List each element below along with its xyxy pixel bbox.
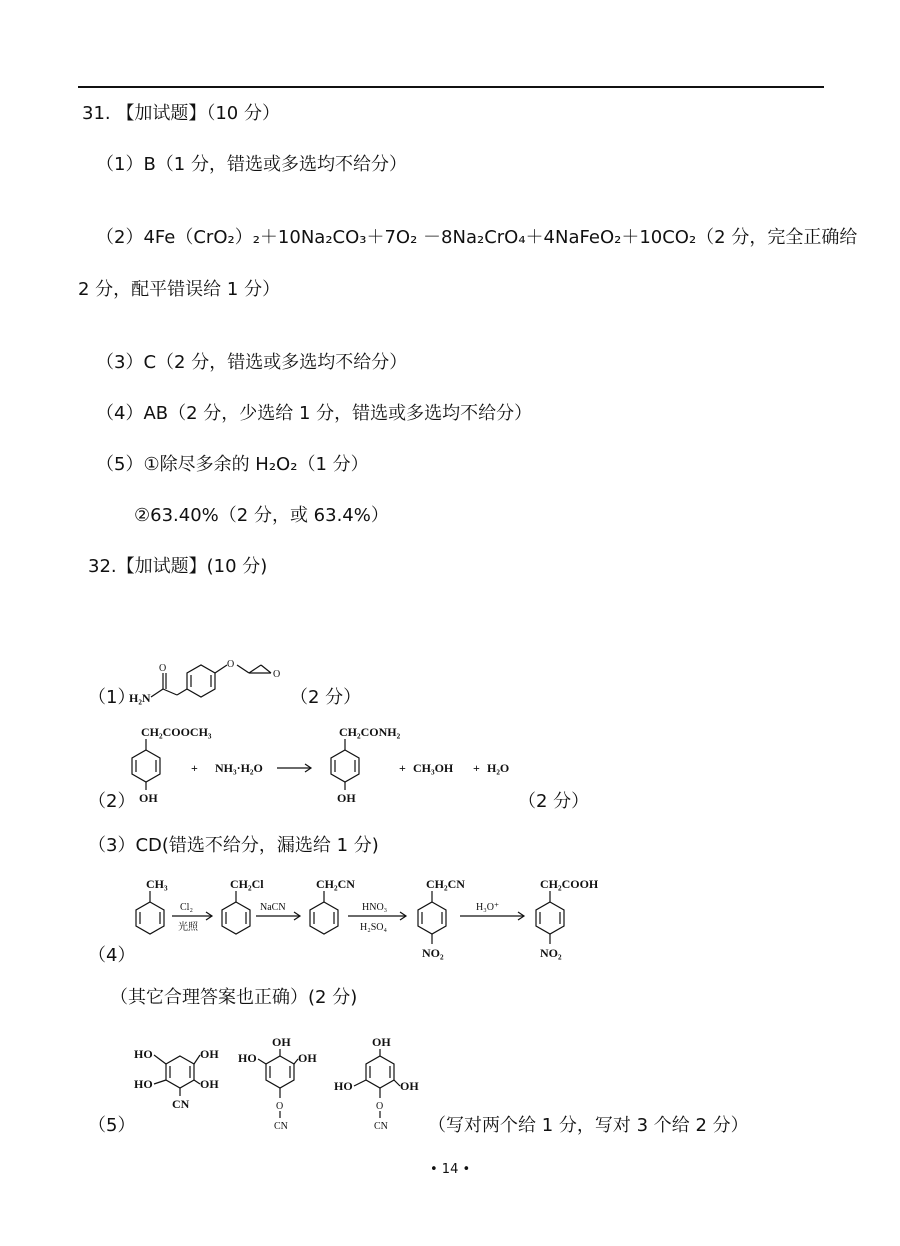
nitro-group-1: NO₂ xyxy=(422,946,444,960)
isomer-a-ho-top-left: HO xyxy=(134,1047,153,1061)
reactant-top-group: CH₂COOCH₃ xyxy=(141,725,212,739)
q32-part4-note: （其它合理答案也正确）(2 分) xyxy=(110,987,358,1008)
reaction-2-ammonolysis xyxy=(115,722,535,812)
reagent-cl2: Cl₂ xyxy=(180,902,193,913)
isomer-b-cn: CN xyxy=(274,1121,288,1132)
product-top-group: CH₂CONH₂ xyxy=(339,725,401,739)
q32-part5-note: （写对两个给 1 分，写对 3 个给 2 分） xyxy=(428,1115,749,1136)
reagent-h3o: H₃O⁺ xyxy=(476,902,500,913)
isomer-c-oh-right: OH xyxy=(400,1079,419,1093)
epoxide-o: O xyxy=(273,669,281,680)
q31-part5b: ②63.40%（2 分，或 63.4%） xyxy=(134,505,389,526)
q32-part2-label: （2） xyxy=(88,791,136,812)
isomer-b-ho-left: HO xyxy=(238,1051,257,1065)
product-oh: OH xyxy=(337,791,356,805)
reagent-h2so4: H₂SO₄ xyxy=(360,922,387,933)
reactant-oh: OH xyxy=(139,791,158,805)
plus-2: + xyxy=(399,761,406,775)
ammonia-water: NH₃·H₂O xyxy=(215,761,263,775)
isomer-c-ether-o: O xyxy=(376,1101,384,1112)
q32-part4-label: （4） xyxy=(88,945,136,966)
isomer-c-cn: CN xyxy=(374,1121,388,1132)
plus-3: + xyxy=(473,761,480,775)
isomer-a-oh-bottom-right: OH xyxy=(200,1077,219,1091)
top-rule xyxy=(78,86,824,88)
toluene-ch3: CH₃ xyxy=(146,877,168,891)
benzyl-ch2cl: CH₂Cl xyxy=(230,877,264,891)
isomer-a-ho-bottom-left: HO xyxy=(134,1077,153,1091)
q32-part3: （3）CD(错选不给分，漏选给 1 分) xyxy=(88,835,379,856)
reagent-nacn: NaCN xyxy=(260,902,286,913)
q32-heading: 32.【加试题】(10 分) xyxy=(88,556,268,577)
acid-ch2cooh: CH₂COOH xyxy=(540,877,599,891)
q32-part5-label: （5） xyxy=(88,1115,136,1136)
carbonyl-o: O xyxy=(159,663,167,674)
q32-part1-score: （2 分） xyxy=(290,687,362,708)
isomer-a-cn: CN xyxy=(172,1097,190,1111)
isomer-b-ether-o: O xyxy=(276,1101,284,1112)
q31-part4: （4）AB（2 分，少选给 1 分，错选或多选均不给分） xyxy=(96,403,533,424)
q31-heading: 31. 【加试题】（10 分） xyxy=(82,103,280,124)
nitro-ch2cn: CH₂CN xyxy=(426,877,465,891)
methanol: CH₃OH xyxy=(413,761,454,775)
page-number: • 14 • xyxy=(430,1162,471,1177)
nitro-group-2: NO₂ xyxy=(540,946,562,960)
condition-light: 光照 xyxy=(178,922,198,933)
synthesis-route-4 xyxy=(120,872,620,964)
ether-o: O xyxy=(227,659,235,670)
q31-part2-line2: 2 分，配平错误给 1 分） xyxy=(78,279,281,300)
isomer-a-oh-top-right: OH xyxy=(200,1047,219,1061)
benzyl-ch2cn: CH₂CN xyxy=(316,877,355,891)
q31-part2-line1: （2）4Fe（CrO₂）₂＋10Na₂CO₃＋7O₂ －8Na₂CrO₄＋4NaFeO₂＋10CO₂（2 分，完全正确给 xyxy=(96,227,858,248)
q31-part1: （1）B（1 分，错选或多选均不给分） xyxy=(96,154,407,175)
isomer-c-ho-left: HO xyxy=(334,1079,353,1093)
q32-part1-label: （1） xyxy=(88,687,136,708)
isomer-b-oh-right: OH xyxy=(298,1051,317,1065)
q31-part5a: （5）①除尽多余的 H₂O₂（1 分） xyxy=(96,454,369,475)
isomer-b-oh-top: OH xyxy=(272,1036,291,1049)
isomer-c-oh-top: OH xyxy=(372,1036,391,1049)
plus-1: + xyxy=(191,761,198,775)
q31-part3: （3）C（2 分，错选或多选均不给分） xyxy=(96,352,408,373)
reagent-hno3: HNO₃ xyxy=(362,902,388,913)
water: H₂O xyxy=(487,761,510,775)
q32-part2-score: （2 分） xyxy=(518,791,590,812)
amide-nh2-label: H₂N xyxy=(129,691,151,705)
structure-1-amide-epoxide xyxy=(125,645,295,720)
isomer-structures-5 xyxy=(128,1036,428,1136)
